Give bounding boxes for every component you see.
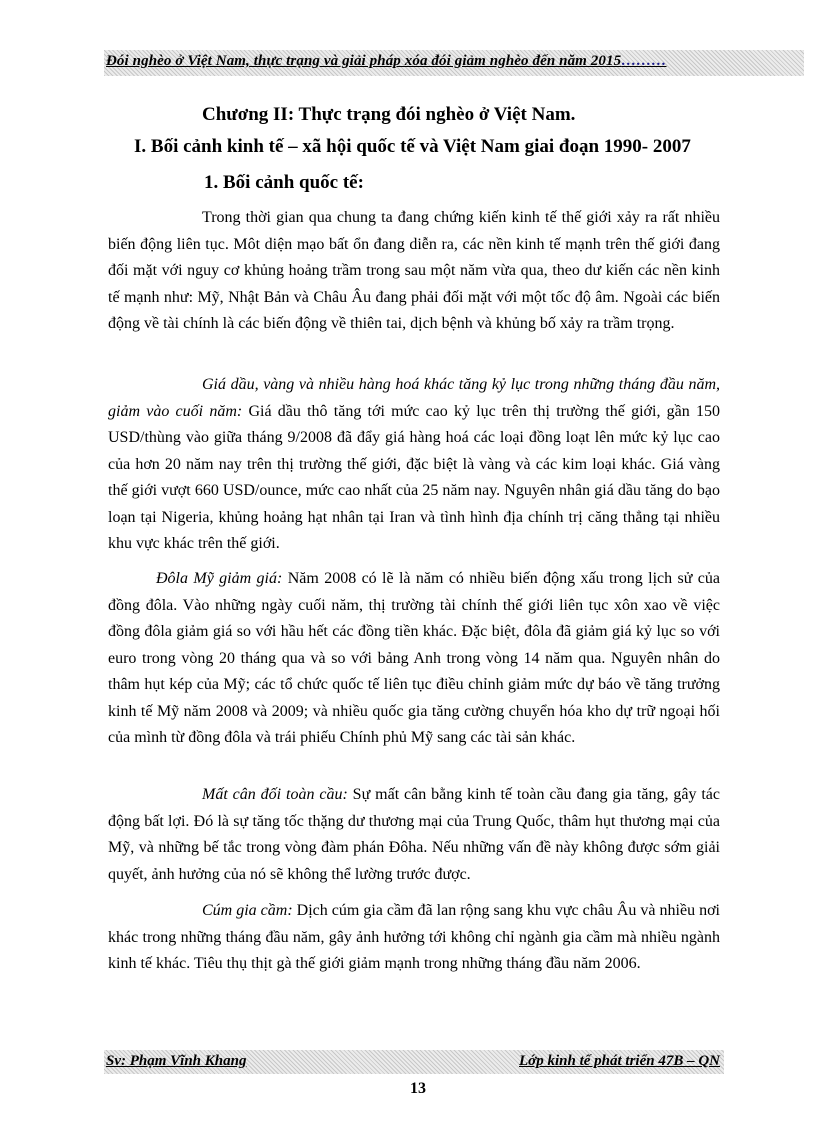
paragraph-4-lead: Mất cân đối toàn cầu:	[202, 786, 348, 803]
paragraph-5	[108, 898, 720, 978]
subsection-heading: 1. Bối cảnh quốc tế:	[204, 172, 364, 193]
paragraph-3-lead: Đôla Mỹ giảm giá:	[156, 570, 283, 587]
section-heading: I. Bối cảnh kinh tế – xã hội quốc tế và Việt Nam giai đoạn 1990- 2007	[134, 136, 691, 157]
paragraph-5-body: Dịch cúm gia cầm đã lan rộng sang khu vực châu Âu và nhiều nơi khác trong những tháng đầu năm, gây ảnh hưởng tới không chỉ ngành gia cầm mà nhiều ngành kinh tế khác. Tiêu thụ thịt gà thế giới giảm mạnh trong những tháng đầu năm 2006.	[108, 902, 721, 972]
chapter-heading: Chương II: Thực trạng đói nghèo ở Việt Nam.	[202, 104, 576, 125]
paragraph-4-body: Sự mất cân bằng kinh tế toàn cầu đang gia tăng, gây tác động bất lợi. Đó là sự tăng tốc thặng dư thương mại của Trung Quốc, thâm hụt thương mại của Mỹ, và những bế tắc trong vòng đàm phán Đôha. Nếu những vấn đề này không được sớm giải quyết, ảnh hưởng của nó sẽ không thể lường trước được.	[108, 786, 720, 883]
header-dots: ………	[621, 53, 667, 69]
running-header	[106, 53, 667, 70]
paragraph-3-body: Năm 2008 có lẽ là năm có nhiều biến động xấu trong lịch sử của đồng đôla. Vào những ngày cuối năm, thị trường tài chính thế giới liên tục xôn xao về việc đồng đôla giảm giá so với hầu hết các đồng tiền khác. Đặc biệt, đôla đã giảm giá kỷ lục so với euro trong vòng 20 tháng qua và so với bảng Anh trong vòng 14 năm qua. Nguyên nhân do thâm hụt kép của Mỹ; các tổ chức quốc tế liên tục điều chỉnh giảm mức dự báo về tăng trưởng kinh tế Mỹ năm 2008 và 2009; và nhiều quốc gia tăng cường chuyển hóa kho dự trữ ngoại hối của mình từ đồng đôla và trái phiếu Chính phủ Mỹ sang các tài sản khác.	[108, 570, 721, 746]
paragraph-4	[108, 782, 720, 888]
paragraph-5-lead: Cúm gia cầm:	[202, 902, 293, 919]
paragraph-2-lead: Giá dầu, vàng và nhiều hàng hoá khác tăng kỷ lục trong những tháng đầu năm, giảm vào cuối năm:	[108, 376, 720, 420]
page-number: 13	[410, 1080, 426, 1097]
paragraph-3	[108, 566, 720, 752]
paragraph-2	[108, 372, 720, 558]
header-title: Đói nghèo ở Việt Nam, thực trạng và giải pháp xóa đói giảm nghèo đến năm 2015	[106, 53, 622, 69]
footer-class: Lớp kinh tế phát triển 47B – QN	[519, 1053, 720, 1069]
footer-author: Sv: Phạm Vĩnh Khang	[106, 1053, 247, 1069]
paragraph-1: Trong thời gian qua chung ta đang chứng kiến kinh tế thế giới xảy ra rất nhiều biến động liên tục. Môt diện mạo bất ổn đang diễn ra, các nền kinh tế mạnh trên thế giới đang đối mặt với nguy cơ khủng hoảng trầm trong sau một năm vừa qua, theo dư kiến các nền kinh tế mạnh như: Mỹ, Nhật Bản và Châu Âu đang phải đối mặt với một tốc độ âm. Ngoài các biến động về tài chính là các biến động về thiên tai, dịch bệnh và khủng bố xảy ra trầm trọng.	[108, 209, 720, 332]
paragraph-2-body: Giá dầu thô tăng tới mức cao kỷ lục trên thị trường thế giới, gần 150 USD/thùng vào giữa tháng 9/2008 đã đẩy giá hàng hoá các loại đồng loạt lên mức kỷ lục cao của hơn 20 năm nay trên thị trường thế giới, đặc biệt là vàng và các kim loại khác. Giá vàng thế giới vượt 660 USD/ounce, mức cao nhất của 25 năm nay. Nguyên nhân giá dầu tăng do bạo loạn tại Nigeria, khủng hoảng hạt nhân tại Iran và tình hình địa chính trị căng thẳng tại nhiều khu vực khác trên thế giới.	[108, 402, 721, 552]
